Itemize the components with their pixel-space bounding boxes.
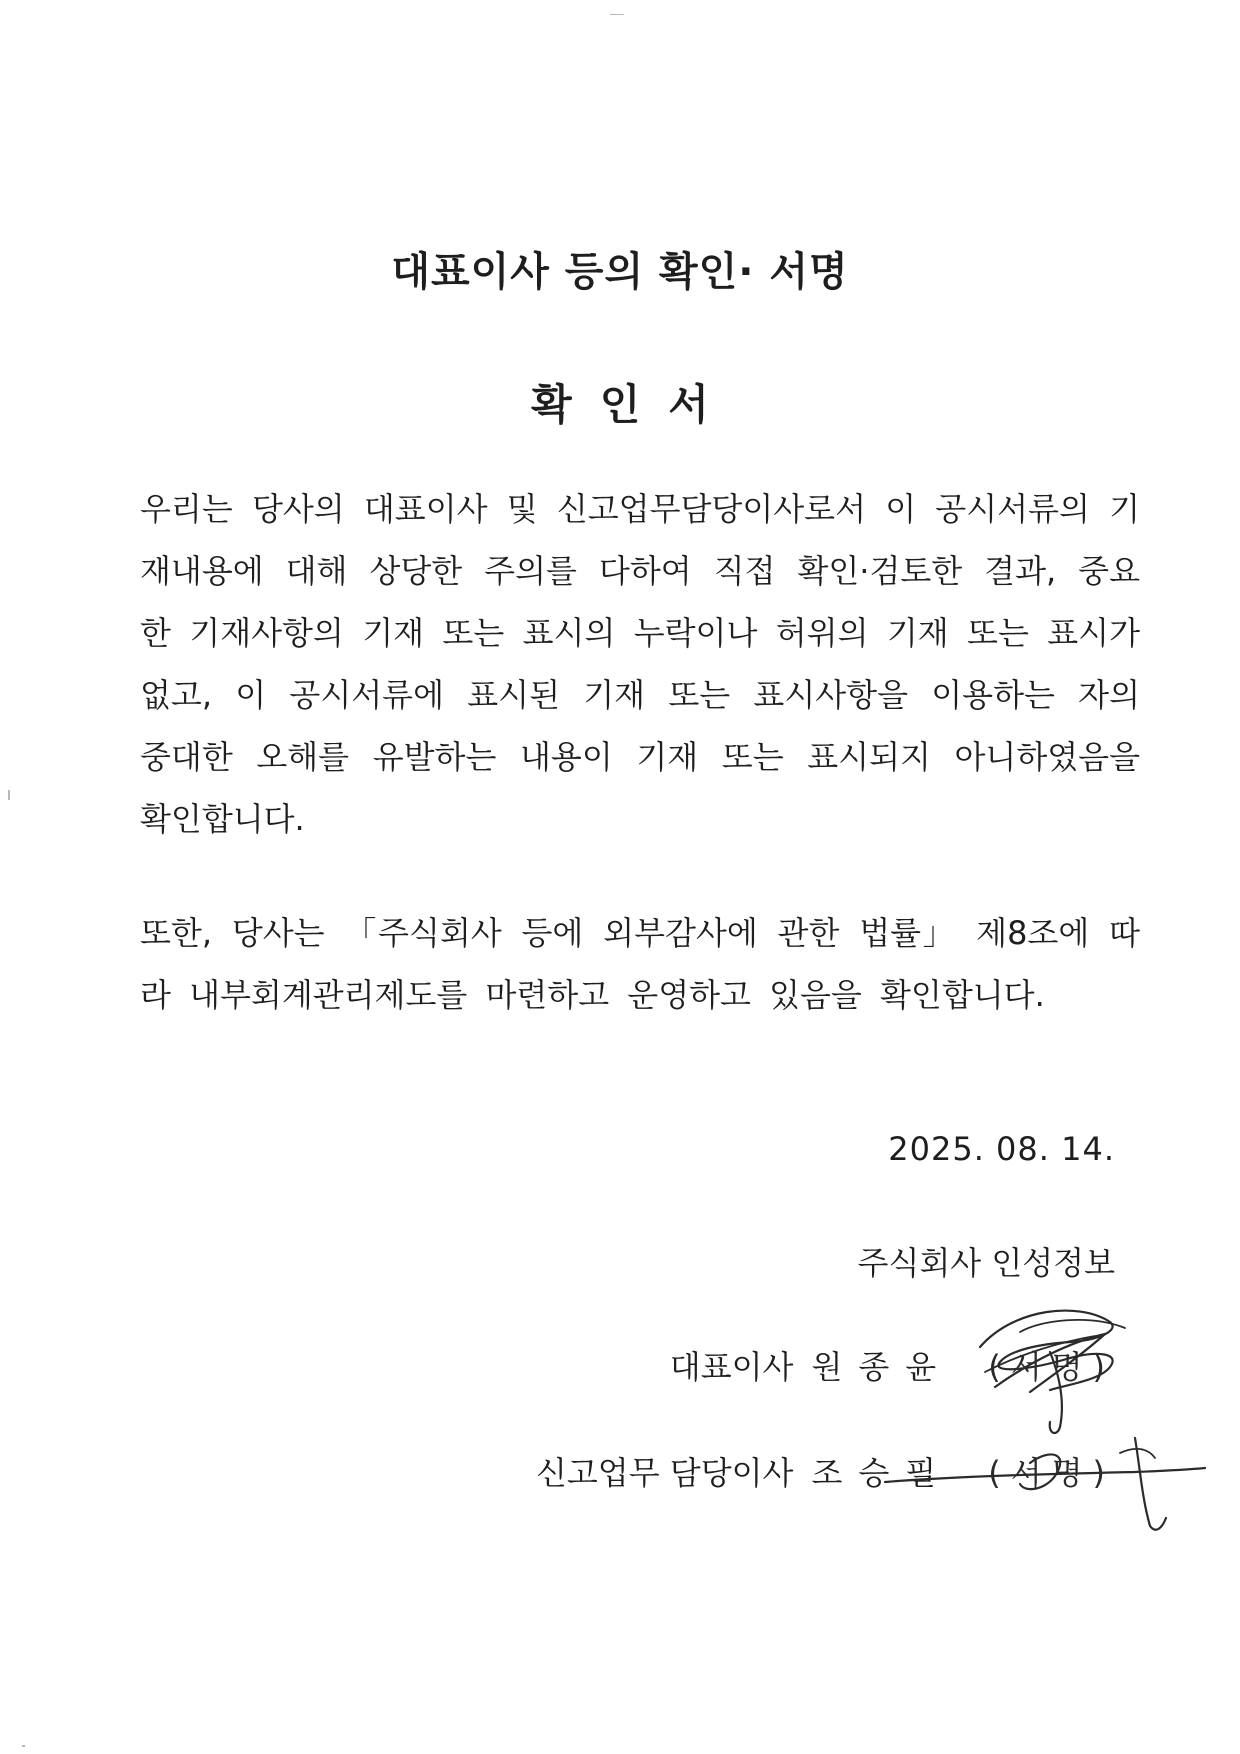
document-title: 대표이사 등의 확인· 서명 (391, 249, 849, 295)
officer-name: 조승필 (811, 1454, 953, 1492)
officer-signature-line (536, 1448, 1115, 1494)
company-name: 주식회사 인성정보 (857, 1244, 1115, 1282)
ceo-name: 원종윤 (811, 1348, 953, 1386)
ceo-signature-line (670, 1342, 1115, 1388)
document-date: 2025. 08. 14. (888, 1130, 1115, 1168)
scan-speck (22, 1745, 25, 1747)
scan-speck (8, 790, 10, 800)
ceo-signature-mark: (서명) (988, 1348, 1115, 1386)
document-subtitle: 확인서 (531, 380, 737, 429)
internal-control-paragraph: 또한, 당사는 「주식회사 등에 외부감사에 관한 법률」 제8조에 따라 내부회계관리제도를 마련하고 운영하고 있음을 확인합니다. (140, 914, 1140, 1014)
ceo-title: 대표이사 (669, 1348, 794, 1386)
scan-speck (610, 14, 624, 15)
officer-signature-mark: (서명) (988, 1454, 1115, 1492)
officer-title: 신고업무 담당이사 (535, 1454, 794, 1492)
confirmation-paragraph: 우리는 당사의 대표이사 및 신고업무담당이사로서 이 공시서류의 기재내용에 대해 상당한 주의를 다하여 직접 확인·검토한 결과, 중요한 기재사항의 기재 또는 표시의 누락이나 허위의 기재 또는 표시가 없고, 이 공시서류에 표시된 기재 또는 표시사항을 이용하는 자의 중대한 오해를 유발하는 내용이 기재 또는 표시되지 아니하였음을 확인합니다. (140, 490, 1140, 838)
